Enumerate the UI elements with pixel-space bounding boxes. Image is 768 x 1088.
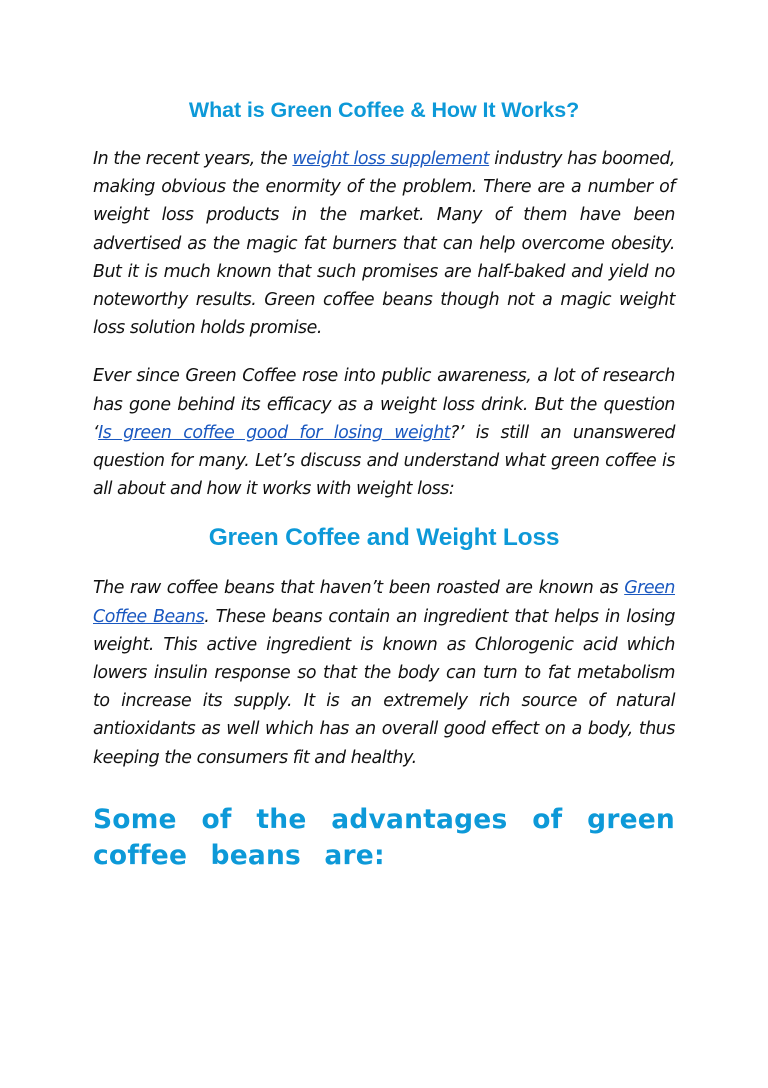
is-green-coffee-good-link[interactable]: Is green coffee good for losing weight — [98, 422, 451, 443]
green-coffee-paragraph-text-end: . These beans contain an ingredient that helps in losing weight. This active ingredient is known as Chlorogenic acid which lowers insulin response so that the body can turn to fat metabolism to increase its supply. It is an extremely rich source of natural antioxidants as well which has an overall good effect on a body, thus keeping the consumers fit and healthy. — [93, 606, 675, 768]
question-paragraph-text-start: Ever since Green Coffee rose into public awareness, a lot of research has gone behind its efficacy as a weight loss drink. But the question ‘ — [93, 366, 675, 443]
green-coffee-paragraph-text-start: The raw coffee beans that haven’t been roasted are known as — [93, 578, 625, 599]
section-subtitle: Green Coffee and Weight Loss — [208, 524, 560, 552]
green-coffee-paragraph — [93, 574, 675, 771]
intro-paragraph-text-end: industry has boomed, making obvious the enormity of the problem. There are a number of weight loss products in the market. Many of them have been advertised as the magic fat burners that can help overcome obesity. But it is much known that such promises are half-baked and yield no noteworthy results. Green coffee beans though not a magic weight loss solution holds promise. — [93, 149, 675, 339]
green-coffee-beans-link[interactable]: Green Coffee Beans — [93, 578, 675, 627]
advantages-heading: Some of the advantages of green coffee beans are: — [93, 803, 675, 871]
document-content — [93, 96, 675, 874]
weight-loss-supplement-link[interactable]: weight loss supplement — [292, 149, 490, 169]
question-paragraph — [93, 362, 675, 503]
page-title: What is Green Coffee & How It Works? — [188, 98, 580, 122]
intro-paragraph-text-start: In the recent years, the — [93, 149, 293, 169]
question-paragraph-text-end: ?’ is still an unanswered question for many. Let’s discuss and understand what green coffee is all about and how it works with weight loss: — [93, 422, 675, 500]
intro-paragraph — [93, 145, 675, 342]
